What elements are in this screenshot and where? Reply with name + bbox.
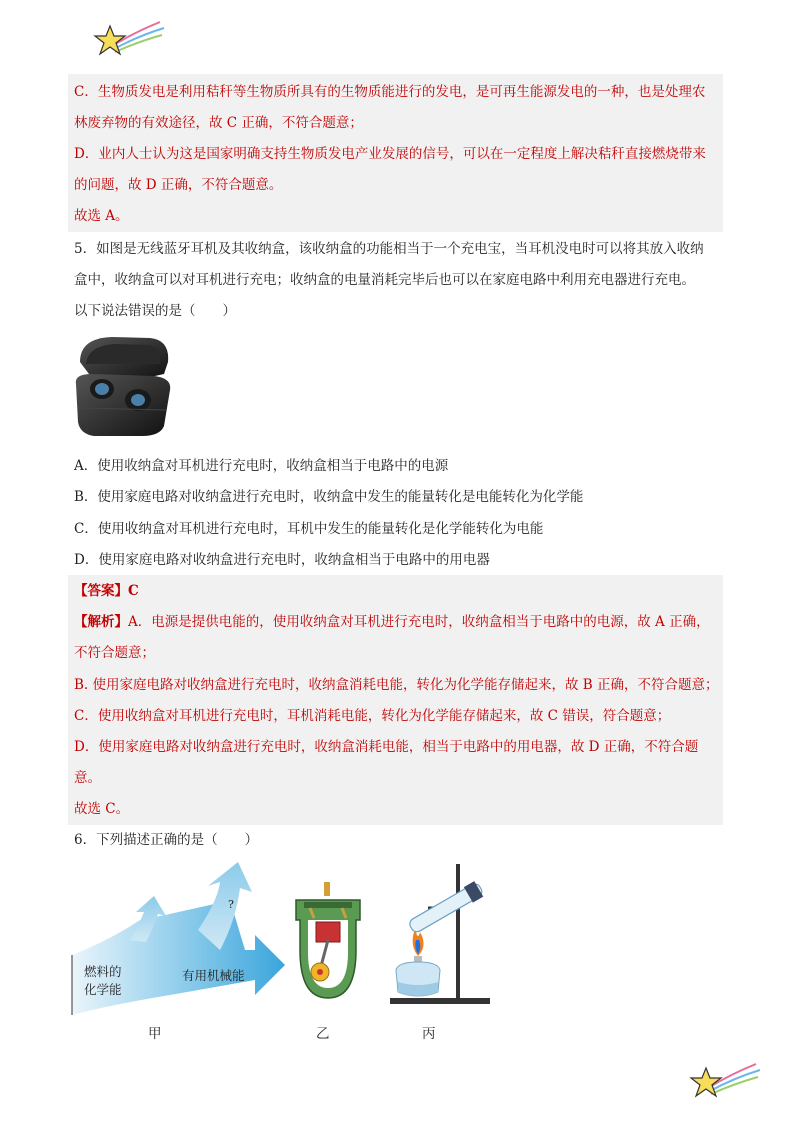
solution-d-line2: 的问题，故 D 正确，不符合题意。 [74,177,283,193]
q5-analysis-a-line2: 不符合题意； [74,645,155,661]
q5-answer: 【答案】C [74,583,139,599]
fig-bing-caption: 丙 [422,1026,436,1042]
q6-stem: 6．下列描述正确的是（ ） [74,832,259,848]
q5-option-c: C．使用收纳盒对耳机进行充电时，耳机中发生的能量转化是化学能转化为电能 [74,521,544,537]
q5-stem-line1: 5．如图是无线蓝牙耳机及其收纳盒，该收纳盒的功能相当于一个充电宝，当耳机没电时可以将其放入收纳 [74,241,704,257]
fig-jia-output: 有用机械能 [182,968,245,983]
earbuds-case-image [72,334,172,438]
q5-analysis-d-line1: D．使用家庭电路对收纳盒进行充电时，收纳盒消耗电能，相当于电路中的用电器，故 D 正确，不符合题 [74,739,699,755]
q5-option-d: D．使用家庭电路对收纳盒进行充电时，收纳盒相当于电路中的用电器 [74,552,490,568]
fig-jia-caption: 甲 [148,1026,162,1042]
q5-option-b: B．使用家庭电路对收纳盒进行充电时，收纳盒中发生的能量转化是电能转化为化学能 [74,489,584,505]
solution-c-line2: 林废弃物的有效途径，故 C 正确，不符合题意； [74,115,363,131]
solution-d-line1: D．业内人士认为这是国家明确支持生物质发电产业发展的信号，可以在一定程度上解决秸秆直接燃烧带来 [74,146,706,162]
star-decoration-icon [90,14,170,59]
fig-jia-input-line1: 燃料的 [84,964,122,979]
q5-stem-line2: 盒中，收纳盒可以对耳机进行充电；收纳盒的电量消耗完毕后也可以在家庭电路中利用充电器进行充电。 [74,272,695,288]
test-tube-heating-image [384,862,494,1012]
engine-cylinder-image [290,880,366,1010]
solution-conclusion: 故选 A。 [74,208,129,224]
q5-analysis-d-line2: 意。 [74,770,101,786]
fig-jia-input-line2: 化学能 [84,982,122,997]
q5-option-a: A．使用收纳盒对耳机进行充电时，收纳盒相当于电路中的电源 [74,458,449,474]
analysis-a-text: A．电源是提供电能的，使用收纳盒对耳机进行充电时，收纳盒相当于电路中的电源，故 A 正确， [128,614,710,630]
q5-stem-line3: 以下说法错误的是（ ） [74,303,236,319]
q5-analysis-c: C．使用收纳盒对耳机进行充电时，耳机消耗电能，转化为化学能存储起来，故 C 错误，符合题意； [74,708,671,724]
q5-conclusion: 故选 C。 [74,801,130,817]
q5-analysis-a-line1 [74,613,710,631]
fig-jia-unknown: ? [228,898,234,911]
q5-analysis-b: B. 使用家庭电路对收纳盒进行充电时，收纳盒消耗电能，转化为化学能存储起来，故 B 正确，不符合题意； [74,677,719,693]
star-decoration-icon [686,1056,766,1101]
fig-yi-caption: 乙 [316,1026,330,1042]
solution-c-line1: C．生物质发电是利用秸秆等生物质所具有的生物质能进行的发电，是可再生能源发电的一种，也是处理农 [74,84,706,100]
analysis-tag: 【解析】 [74,614,128,630]
